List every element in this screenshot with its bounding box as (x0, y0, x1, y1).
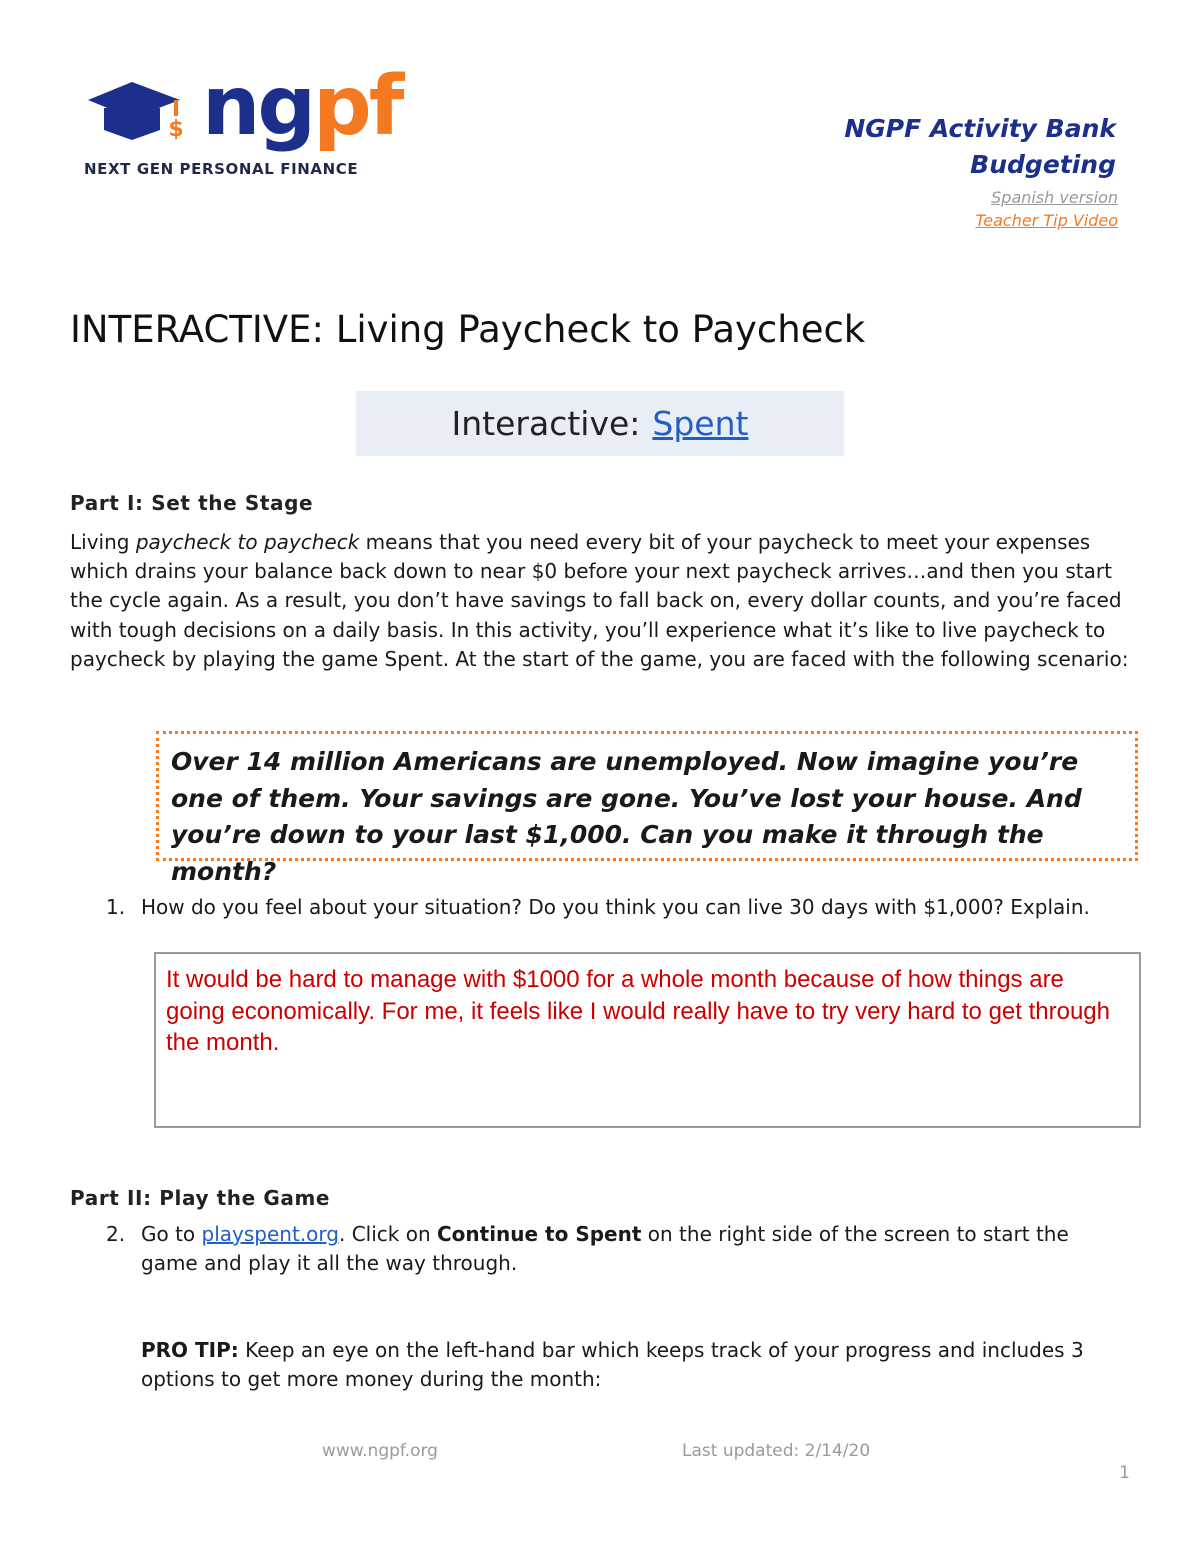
question-1-text: How do you feel about your situation? Do you think you can live 30 days with $1,000? Explain. (141, 895, 1090, 919)
spent-link[interactable]: Spent (652, 404, 749, 443)
answer-1-field[interactable]: It would be hard to manage with $1000 for a whole month because of how things are going economically. For me, it feels like I would really have to try very hard to get through the month. (154, 952, 1141, 1128)
question-1-number: 1. (106, 895, 126, 919)
continue-to-spent-label: Continue to Spent (436, 1222, 642, 1246)
logo-tagline: NEXT GEN PERSONAL FINANCE (84, 160, 359, 178)
question-2-text: Go to playspent.org. Click on Continue to Spent on the right side of the screen to start the game and play it all the way through. (141, 1222, 1069, 1276)
part-2-heading: Part II: Play the Game (70, 1186, 331, 1210)
pro-tip-paragraph: PRO TIP: Keep an eye on the left-hand bar which keeps track of your progress and includes 3 options to get more money during the month: (141, 1338, 1084, 1392)
ngpf-logo (84, 59, 402, 182)
dollar-sign: $ (168, 117, 184, 142)
graduation-cap-icon (84, 80, 204, 160)
intro-paragraph: Living paycheck to paycheck means that you need every bit of your paycheck to meet your expenses which drains your balance back down to near $0 before your next paycheck arrives…and then you start the cycle again. As a result, you don’t have savings to fall back on, every dollar counts, and you’re faced with tough decisions on a daily basis. In this activity, you’ll experience what it’s like to live paycheck to paycheck by playing the game Spent. At the start of the game, you are faced with the following scenario: (70, 530, 1129, 671)
pro-tip-label: PRO TIP: (141, 1338, 239, 1362)
activity-bank-heading: NGPF Activity Bank (844, 114, 1116, 143)
scenario-quote-box: Over 14 million Americans are unemployed. Now imagine you’re one of them. Your savings are gone. You’ve lost your house. And you’re down to your last $1,000. Can you make it through the month? (156, 731, 1138, 861)
intro-emphasis: paycheck to paycheck (135, 530, 360, 554)
page-number: 1 (1119, 1463, 1130, 1483)
page-title: INTERACTIVE: Living Paycheck to Paycheck (70, 308, 866, 351)
footer-last-updated: Last updated: 2/14/20 (682, 1441, 871, 1461)
playspent-link[interactable]: playspent.org (201, 1222, 339, 1246)
topic-heading: Budgeting (970, 150, 1116, 179)
spanish-version-link[interactable]: Spanish version (991, 188, 1118, 207)
part-1-heading: Part I: Set the Stage (70, 491, 314, 515)
footer-website: www.ngpf.org (322, 1441, 438, 1461)
interactive-callout (356, 391, 844, 456)
logo-wordmark: ngpf (202, 59, 402, 154)
question-2-number: 2. (106, 1222, 126, 1246)
teacher-tip-video-link[interactable]: Teacher Tip Video (975, 211, 1118, 230)
interactive-label: Interactive: (451, 404, 641, 443)
